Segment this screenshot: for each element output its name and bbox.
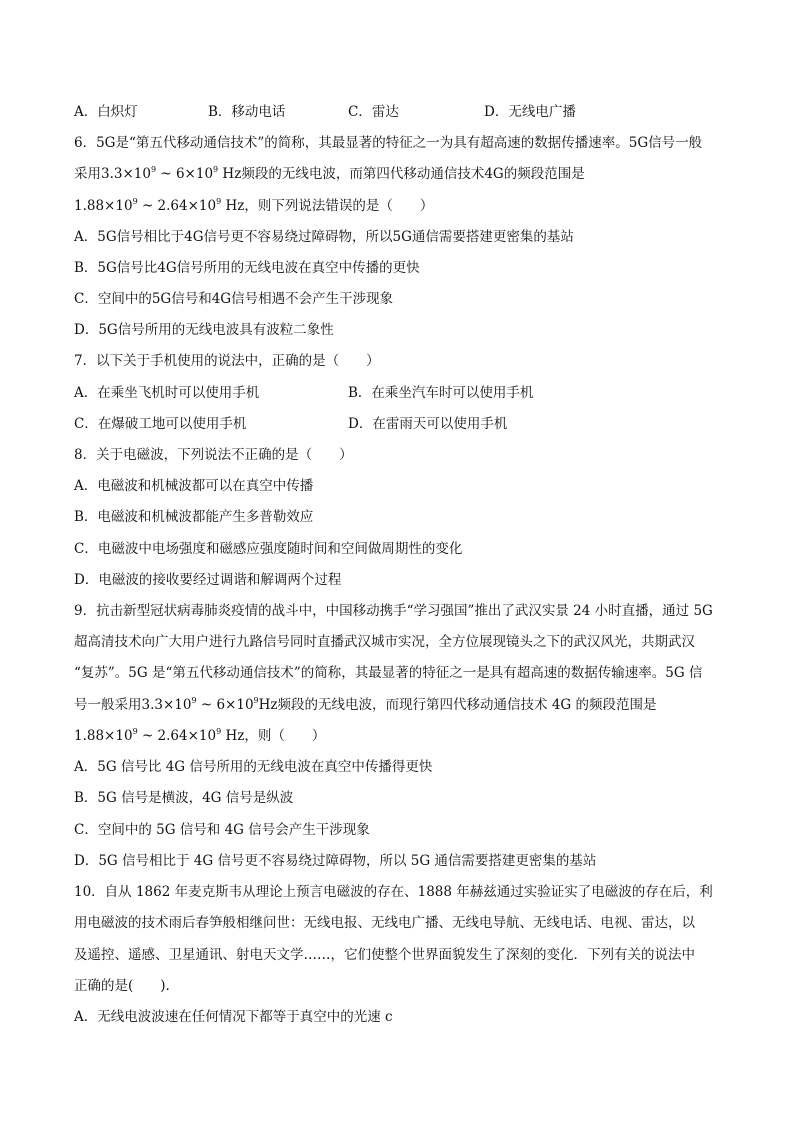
q7-option-c: C．在爆破工地可以使用手机 <box>74 416 247 432</box>
q8-option-b: B．电磁波和机械波都能产生多普勒效应 <box>74 509 314 525</box>
q6-stem-line3: $1.88\times 10^9$ ~ $2.64\times 10^9$ Hz，则下列说法错误的是（ ） <box>74 197 434 214</box>
q9-stem-line1: 9．抗击新型冠状病毒肺炎疫情的战斗中，中国移动携手“学习强国”推出了武汉实景 24 小时直播，通过 5G <box>74 603 713 619</box>
q9-stem-line2: 超高清技术向广大用户进行九路信号同时直播武汉城市实况，全方位展现镜头之下的武汉风光，共期武汉 <box>74 634 695 650</box>
q9-range-5g: $3.3\times 10^9$ ~ $6\times 10^9$ <box>141 696 259 713</box>
q5-option-d: D．无线电广播 <box>484 104 576 120</box>
q9-stem-line5: $1.88\times 10^9$ ~ $2.64\times 10^9$ Hz，则（ ） <box>74 727 326 744</box>
q7-option-b: B．在乘坐汽车时可以使用手机 <box>348 385 534 401</box>
q6-option-a: A．5G信号相比于4G信号更不容易绕过障碍物，所以5G通信需要搭建更密集的基站 <box>74 229 574 245</box>
q9-stem-line4: 号一般采用$3.3\times 10^9$ ~ $6\times 10^9Hz$频段的无线电波，而现行第四代移动通信技术 4G 的频段范围是 <box>74 696 657 713</box>
q5-option-a: A．白炽灯 <box>74 104 138 120</box>
q10-stem-line3: 及遥控、遥感、卫星通讯、射电天文学……，它们使整个世界面貌发生了深刻的变化．下列有关的说法中 <box>74 947 695 963</box>
q5-option-b: B．移动电话 <box>208 104 286 120</box>
q9-option-c: C．空间中的 5G 信号和 4G 信号会产生干涉现象 <box>74 822 370 838</box>
q9-option-a: A．5G 信号比 4G 信号所用的无线电波在真空中传播得更快 <box>74 759 433 775</box>
q8-option-c: C．电磁波中电场强度和磁感应强度随时间和空间做周期性的变化 <box>74 541 463 557</box>
q5-options <box>74 103 734 121</box>
q6-option-c: C．空间中的5G信号和4G信号相遇不会产生干涉现象 <box>74 291 394 307</box>
q8-stem: 8．关于电磁波，下列说法不正确的是（ ） <box>74 447 353 463</box>
q10-stem-line1: 10．自从 1862 年麦克斯韦从理论上预言电磁波的存在、1888 年赫兹通过实验证实了电磁波的存在后，利 <box>74 884 713 900</box>
q10-stem-line4: 正确的是( ). <box>74 978 170 994</box>
q7-stem: 7．以下关于手机使用的说法中，正确的是（ ） <box>74 353 380 369</box>
q10-option-a: A．无线电波波速在任何情况下都等于真空中的光速 c <box>74 1009 393 1025</box>
q5-option-c: C．雷达 <box>348 104 399 120</box>
q10-stem-line2: 用电磁波的技术雨后春笋般相继问世：无线电报、无线电广播、无线电导航、无线电话、电视、雷达，以 <box>74 915 695 931</box>
q9-option-b: B．5G 信号是横波，4G 信号是纵波 <box>74 790 294 806</box>
q9-range-4g: $1.88\times 10^9$ ~ $2.64\times 10^9$ <box>74 727 222 744</box>
q9-option-d: D．5G 信号相比于 4G 信号更不容易绕过障碍物，所以 5G 通信需要搭建更密集的基站 <box>74 853 597 869</box>
q6-option-b: B．5G信号比4G信号所用的无线电波在真空中传播的更快 <box>74 260 420 276</box>
q7-option-d: D．在雷雨天可以使用手机 <box>348 416 508 432</box>
q6-stem-line2: 采用$3.3\times 10^9$ ~ $6\times 10^9$ Hz频段的无线电波，而第四代移动通信技术4G的频段范围是 <box>74 165 585 182</box>
q7-options-row1 <box>74 384 734 402</box>
q6-option-d: D．5G信号所用的无线电波具有波粒二象性 <box>74 322 334 338</box>
q6-range-5g: $3.3\times 10^9$ ~ $6\times 10^9$ <box>101 165 219 182</box>
q6-range-4g: $1.88\times 10^9$ ~ $2.64\times 10^9$ <box>74 197 222 214</box>
q8-option-d: D．电磁波的接收要经过调谐和解调两个过程 <box>74 572 342 588</box>
q8-option-a: A．电磁波和机械波都可以在真空中传播 <box>74 478 314 494</box>
q7-option-a: A．在乘坐飞机时可以使用手机 <box>74 385 260 401</box>
q7-options-row2 <box>74 415 734 433</box>
q6-stem-line1: 6．5G是“第五代移动通信技术”的简称，其最显著的特征之一为具有超高速的数据传播速率。5G信号一般 <box>74 135 703 151</box>
q9-stem-line3: “复苏”。5G 是“第五代移动通信技术”的简称，其最显著的特征之一是具有超高速的数据传输速率。5G 信 <box>74 665 703 681</box>
